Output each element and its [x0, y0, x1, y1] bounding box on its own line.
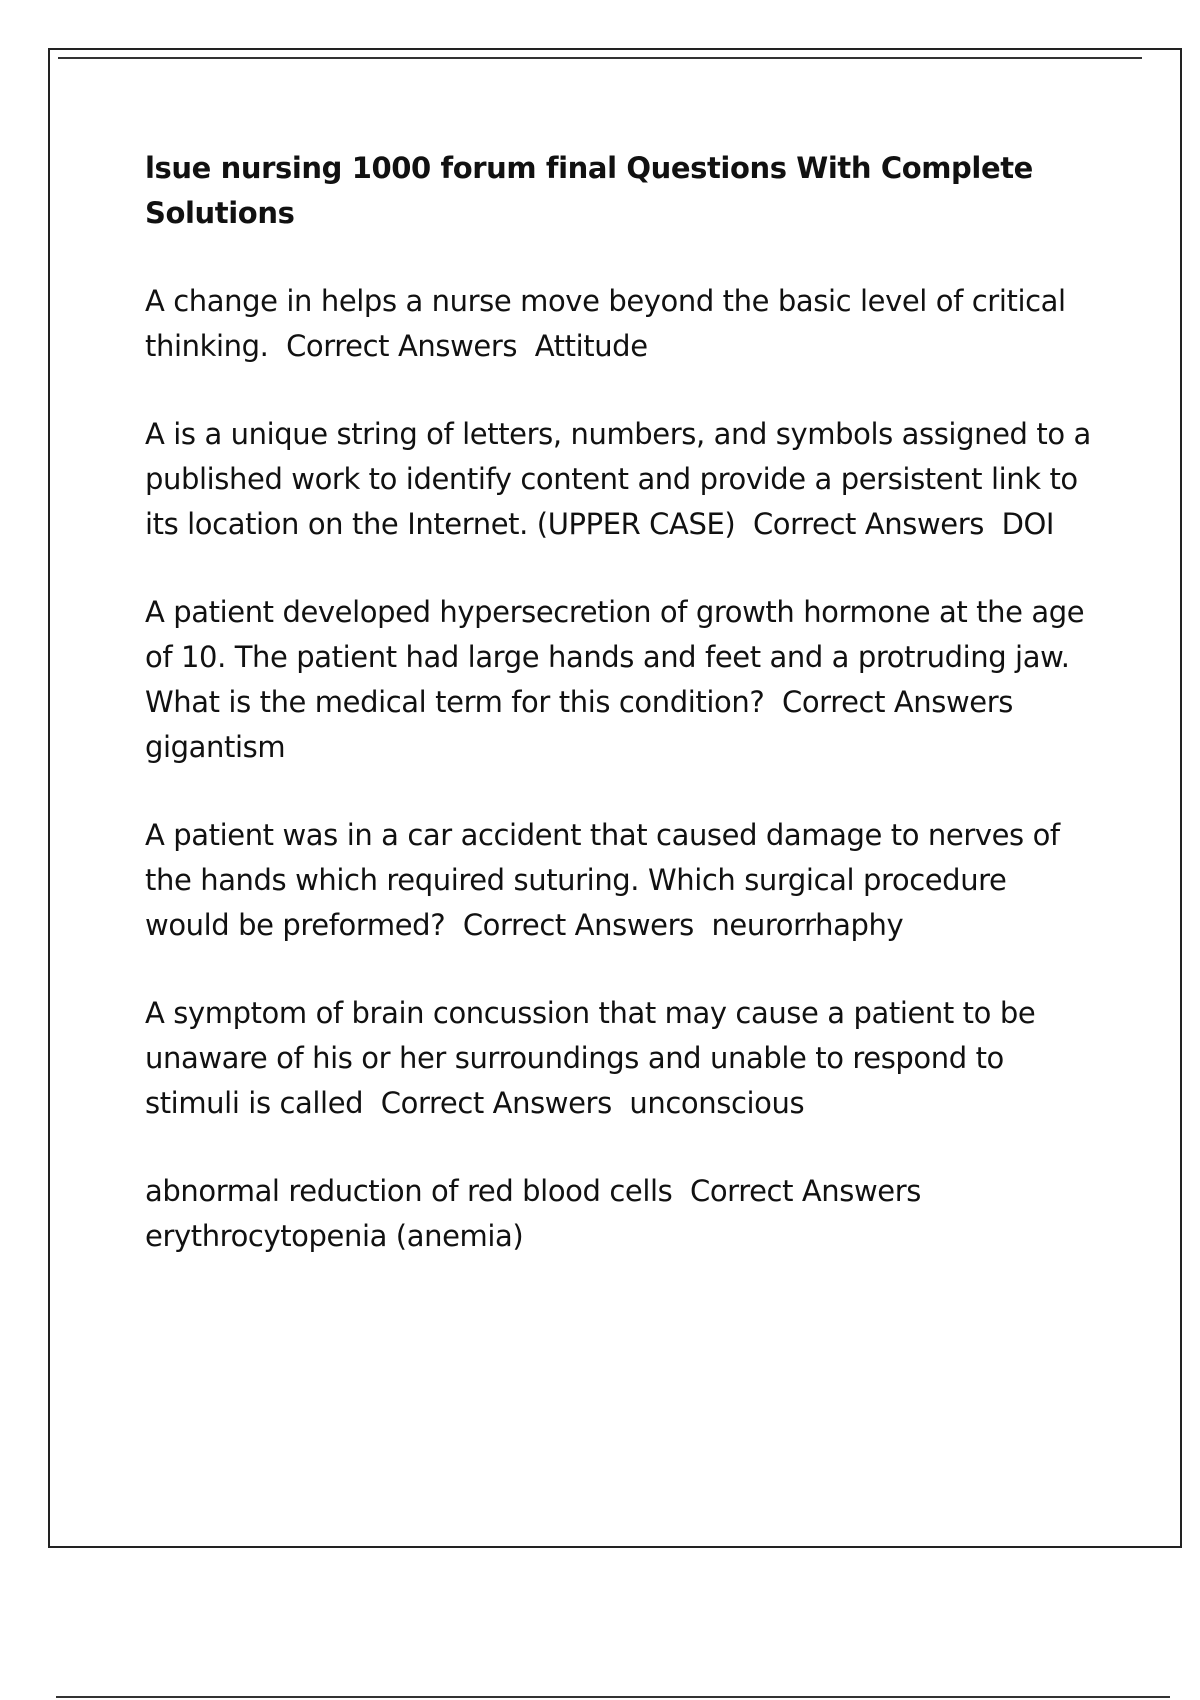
document-title: lsue nursing 1000 forum final Questions With Complete Solutions [145, 151, 1033, 230]
document-body [145, 146, 1100, 1302]
qa-item: abnormal reduction of red blood cells Correct Answers erythrocytopenia (anemia) [145, 1174, 939, 1253]
header-rule [58, 57, 1142, 59]
qa-item: A is a unique string of letters, numbers, and symbols assigned to a published work to identify content and provide a persistent link to its location on the Internet. (UPPER CASE) Correct Answers DOI [145, 417, 1100, 541]
qa-item: A symptom of brain concussion that may cause a patient to be unaware of his or her surroundings and unable to respond to stimuli is called Correct Answers unconscious [145, 996, 1045, 1120]
qa-item: A patient developed hypersecretion of growth hormone at the age of 10. The patient had large hands and feet and a protruding jaw. What is the medical term for this condition? Correct Answers gigantism [145, 595, 1093, 764]
qa-item: A change in helps a nurse move beyond the basic level of critical thinking. Correct Answers Attitude [145, 284, 1075, 363]
footer-rule [56, 1696, 1170, 1698]
qa-item: A patient was in a car accident that caused damage to nerves of the hands which required suturing. Which surgical procedure would be preformed? Correct Answers neurorrhaphy [145, 818, 1069, 942]
